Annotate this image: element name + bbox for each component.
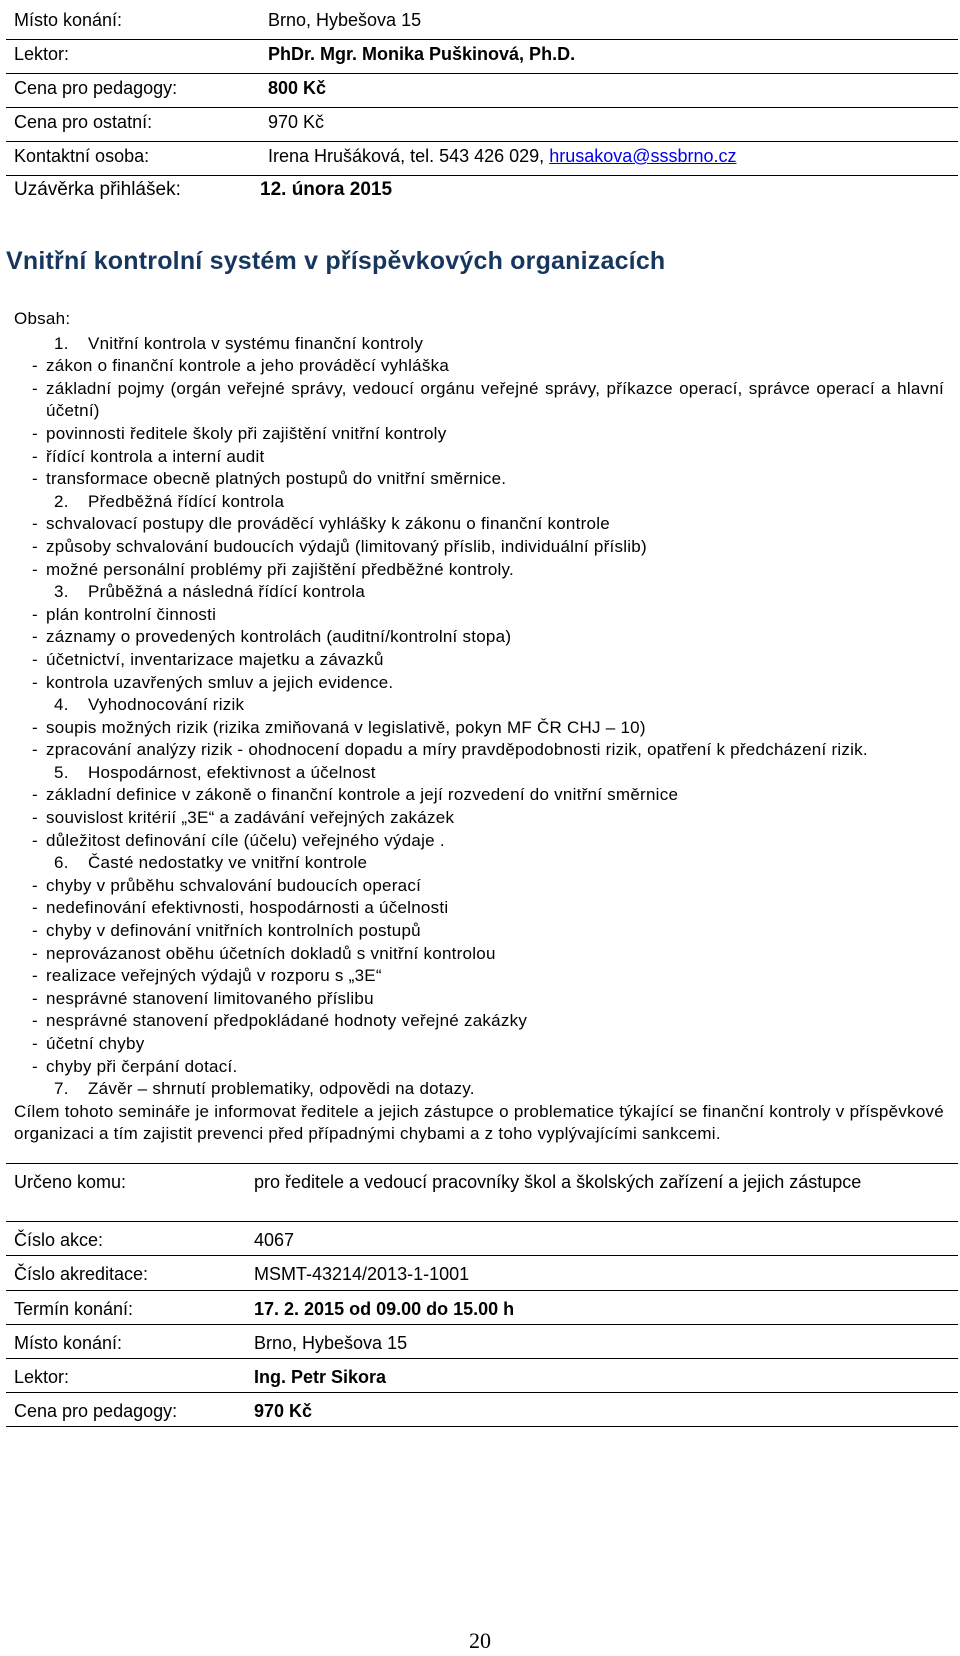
info-label: Cena pro pedagogy: <box>14 78 178 98</box>
contact-value <box>268 145 958 167</box>
info-value: 4067 <box>254 1230 295 1250</box>
bullet-dash: - <box>32 649 38 669</box>
section-heading <box>14 1078 944 1101</box>
bullet-dash: - <box>32 604 38 624</box>
section-title: Předběžná řídící kontrola <box>88 491 285 511</box>
section-heading <box>14 333 944 356</box>
list-item-text: základní definice v zákoně o finanční kontrole a její rozvedení do vnitřní směrnice <box>46 785 679 805</box>
list-item-text: účetnictví, inventarizace majetku a závazků <box>46 649 384 669</box>
list-item-text: nedefinování efektivnosti, hospodárnosti a účelnosti <box>46 898 449 918</box>
section-number: 5. <box>54 762 69 782</box>
info-row <box>6 1256 958 1291</box>
section-title: Průběžná a následná řídící kontrola <box>88 582 366 602</box>
info-value: Brno, Hybešova 15 <box>268 10 422 30</box>
info-value: PhDr. Mgr. Monika Puškinová, Ph.D. <box>268 44 576 64</box>
list-item-text: transformace obecně platných postupů do vnitřní směrnice. <box>46 469 507 489</box>
info-row <box>6 1222 958 1256</box>
bullet-dash: - <box>32 1034 38 1053</box>
info-row <box>6 1325 958 1359</box>
bullet-dash: - <box>32 559 38 579</box>
info-row <box>6 108 958 142</box>
bullet-dash: - <box>32 717 38 737</box>
info-label: Číslo akce: <box>14 1230 104 1250</box>
list-item <box>14 1056 944 1079</box>
list-item-text: nesprávné stanovení předpokládané hodnoty veřejné zakázky <box>46 1011 528 1031</box>
course-content <box>14 308 944 1146</box>
bullet-dash: - <box>32 1011 38 1031</box>
bullet-dash: - <box>32 536 38 556</box>
list-item <box>14 717 944 740</box>
section-title: Vnitřní kontrola v systému finanční kontroly <box>88 333 424 353</box>
list-item <box>14 423 944 446</box>
list-item-text: účetní chyby <box>46 1034 145 1053</box>
section-number: 7. <box>54 1079 69 1099</box>
section-number: 3. <box>54 582 69 602</box>
course-info-top <box>6 6 958 210</box>
bullet-dash: - <box>32 423 38 443</box>
list-item-text: možné personální problémy při zajištění předběžné kontroly. <box>46 559 515 579</box>
course-goal: Cílem tohoto semináře je informovat ředitele a jejich zástupce o problematice týkající se finanční kontroly v příspěvkové organizaci a tím zajistit prevenci před případnými chybami a z toho vyplývajícími sankcemi. <box>14 1101 944 1144</box>
info-row <box>6 6 958 40</box>
info-label: Cena pro ostatní: <box>14 112 153 132</box>
list-item-text: kontrola uzavřených smluv a jejich evidence. <box>46 672 394 692</box>
info-value: Brno, Hybešova 15 <box>254 1333 408 1353</box>
list-item <box>14 739 944 762</box>
list-item <box>14 626 944 649</box>
contents-label: Obsah: <box>14 309 71 328</box>
list-item <box>14 649 944 672</box>
list-item-text: chyby v definování vnitřních kontrolních postupů <box>46 921 421 941</box>
sections-list <box>14 333 944 1101</box>
list-item <box>14 378 944 423</box>
section-number: 6. <box>54 853 69 873</box>
course-title: Vnitřní kontrolní systém v příspěvkových organizacích <box>6 247 666 275</box>
section-number: 2. <box>54 491 69 511</box>
list-item <box>14 559 944 582</box>
contact-row <box>6 142 958 176</box>
list-item <box>14 1010 944 1033</box>
list-item <box>14 446 944 469</box>
bullet-dash: - <box>32 514 38 534</box>
list-item <box>14 943 944 966</box>
section-number: 1. <box>54 333 69 353</box>
list-item-text: neprovázanost oběhu účetních dokladů s vnitřní kontrolou <box>46 943 496 963</box>
list-item-text: chyby při čerpání dotací. <box>46 1056 238 1076</box>
bullet-dash: - <box>32 446 38 466</box>
list-item <box>14 965 944 988</box>
bullet-dash: - <box>32 921 38 941</box>
list-item-text: řídící kontrola a interní audit <box>46 446 265 466</box>
info-label: Místo konání: <box>14 10 123 30</box>
section-title: Hospodárnost, efektivnost a účelnost <box>88 762 376 782</box>
bullet-dash: - <box>32 875 38 895</box>
page-number: 20 <box>469 1628 491 1653</box>
info-value: MSMT-43214/2013-1-1001 <box>254 1264 470 1284</box>
list-item <box>14 355 944 378</box>
info-value: Ing. Petr Sikora <box>254 1367 387 1387</box>
deadline-label: Uzávěrka přihlášek: <box>14 179 181 200</box>
section-heading <box>14 491 944 514</box>
deadline-row <box>6 176 958 210</box>
section-heading <box>14 694 944 717</box>
list-item-text: souvislost kritérií „3E“ a zadávání veřejných zakázek <box>46 808 455 828</box>
bullet-dash: - <box>32 356 38 376</box>
section-heading <box>14 852 944 875</box>
list-item <box>14 830 944 853</box>
info-label: Místo konání: <box>14 1333 123 1353</box>
bullet-dash: - <box>32 808 38 828</box>
info-label: Číslo akreditace: <box>14 1264 149 1284</box>
list-item <box>14 807 944 830</box>
bullet-dash: - <box>32 672 38 692</box>
section-title: Časté nedostatky ve vnitřní kontrole <box>88 853 368 873</box>
list-item <box>14 920 944 943</box>
info-label: Lektor: <box>14 1367 70 1387</box>
section-heading <box>14 581 944 604</box>
info-row <box>6 1164 958 1222</box>
info-row <box>6 74 958 108</box>
contact-text: Irena Hrušáková, tel. 543 426 029, <box>268 146 550 166</box>
info-row <box>6 1359 958 1393</box>
bullet-dash: - <box>32 1056 38 1076</box>
section-title: Závěr – shrnutí problematiky, odpovědi na dotazy. <box>88 1079 475 1099</box>
contact-label: Kontaktní osoba: <box>14 146 150 166</box>
info-label: Termín konání: <box>14 1299 134 1319</box>
list-item <box>14 468 944 491</box>
course-info-bottom <box>6 1163 958 1427</box>
bullet-dash: - <box>32 898 38 918</box>
info-value: pro ředitele a vedoucí pracovníky škol a školských zařízení a jejich zástupce <box>254 1172 862 1192</box>
info-label: Určeno komu: <box>14 1172 127 1192</box>
list-item-text: soupis možných rizik (rizika zmiňovaná v legislativě, pokyn MF ČR CHJ – 10) <box>46 717 646 737</box>
list-item <box>14 988 944 1011</box>
bullet-dash: - <box>32 943 38 963</box>
list-item-text: realizace veřejných výdajů v rozporu s „3E“ <box>46 966 382 986</box>
list-item-text: povinnosti ředitele školy při zajištění vnitřní kontroly <box>46 423 447 443</box>
bullet-dash: - <box>32 627 38 647</box>
info-value: 970 Kč <box>254 1401 313 1421</box>
contact-email-link[interactable]: hrusakova@sssbrno.cz <box>549 146 737 166</box>
list-item-text: důležitost definování cíle (účelu) veřejného výdaje . <box>46 830 445 850</box>
list-item-text: plán kontrolní činnosti <box>46 604 217 624</box>
list-item-text: chyby v průběhu schvalování budoucích operací <box>46 875 422 895</box>
list-item <box>14 536 944 559</box>
list-item-text: záznamy o provedených kontrolách (auditní/kontrolní stopa) <box>46 627 512 647</box>
bullet-dash: - <box>32 469 38 489</box>
list-item <box>14 1033 944 1056</box>
list-item-text: způsoby schvalování budoucích výdajů (limitovaný příslib, individuální příslib) <box>46 536 647 556</box>
list-item-text: schvalovací postupy dle prováděcí vyhlášky k zákonu o finanční kontrole <box>46 514 610 534</box>
list-item-text: zákon o finanční kontrole a jeho prováděcí vyhláška <box>46 356 450 376</box>
info-row <box>6 1291 958 1325</box>
info-label: Lektor: <box>14 44 70 64</box>
deadline-value: 12. února 2015 <box>260 179 393 200</box>
section-title: Vyhodnocování rizik <box>88 695 245 715</box>
info-row <box>6 1393 958 1427</box>
list-item <box>14 604 944 627</box>
list-item-text: základní pojmy (orgán veřejné správy, vedoucí orgánu veřejné správy, příkazce operací, správce operací a hlavní účetní) <box>46 378 944 421</box>
info-value: 800 Kč <box>268 78 327 98</box>
bullet-dash: - <box>32 378 38 398</box>
list-item <box>14 513 944 536</box>
list-item <box>14 897 944 920</box>
info-label: Cena pro pedagogy: <box>14 1401 178 1421</box>
bullet-dash: - <box>32 988 38 1008</box>
list-item-text: nesprávné stanovení limitovaného příslibu <box>46 988 374 1008</box>
info-row <box>6 40 958 74</box>
section-number: 4. <box>54 695 69 715</box>
bullet-dash: - <box>32 966 38 986</box>
bullet-dash: - <box>32 785 38 805</box>
bullet-dash: - <box>32 740 38 760</box>
section-heading <box>14 762 944 785</box>
bullet-dash: - <box>32 830 38 850</box>
list-item <box>14 672 944 695</box>
list-item <box>14 875 944 898</box>
info-value: 17. 2. 2015 od 09.00 do 15.00 h <box>254 1299 515 1319</box>
list-item-text: zpracování analýzy rizik - ohodnocení dopadu a míry pravděpodobnosti rizik, opatření k předcházení rizik. <box>46 740 868 760</box>
info-value: 970 Kč <box>268 112 325 132</box>
list-item <box>14 784 944 807</box>
